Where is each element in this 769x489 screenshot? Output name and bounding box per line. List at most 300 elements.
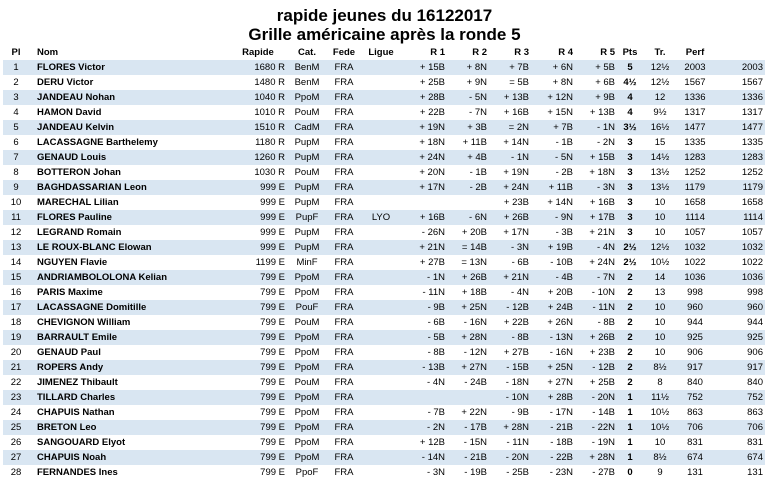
cell-r5: - 10N: [591, 287, 615, 298]
cell-pl: 15: [3, 270, 29, 285]
cell-r4: + 15N: [547, 107, 573, 118]
table-row: [3, 270, 765, 285]
cell-rapide: 1199 E: [255, 257, 285, 268]
cell-r3: = 2N: [489, 120, 531, 135]
cell-pl: 17: [3, 300, 29, 315]
cell-r2: - 21B: [447, 450, 489, 465]
cell-r3: - 10N: [489, 390, 531, 405]
cell-pts: 4: [627, 107, 633, 118]
cell-r3: + 14N: [503, 137, 529, 148]
cell-rapide: 1040 R: [229, 90, 287, 105]
cell-cat: PpoM: [287, 420, 327, 435]
cell-perf2: 1336: [713, 90, 765, 105]
cell-tr: 12½: [643, 240, 677, 255]
cell-fede: FRA: [334, 257, 354, 268]
cell-pl: 4: [13, 107, 19, 118]
cell-tr: 10½: [643, 420, 677, 435]
cell-perf2: 1335: [741, 137, 763, 148]
cell-perf2: 960: [713, 300, 765, 315]
cell-perf2: 131: [747, 467, 763, 478]
cell-pts: 1: [617, 420, 643, 435]
cell-r3: + 23B: [503, 197, 529, 208]
cell-r5: + 17B: [575, 210, 617, 225]
header-r3[interactable]: R 3: [514, 46, 529, 58]
cell-perf2: 925: [713, 330, 765, 345]
cell-r5: + 18N: [589, 167, 615, 178]
cell-r4: - 5N: [531, 150, 575, 165]
cell-rapide: 799 E: [229, 450, 287, 465]
cell-cat: MinF: [296, 257, 318, 268]
cell-r1: + 22B: [419, 107, 445, 118]
cell-r4: + 24B: [531, 300, 575, 315]
cell-nom: CHAPUIS Noah: [29, 450, 229, 465]
cell-fede: FRA: [334, 227, 354, 238]
cell-r5: + 28N: [575, 450, 617, 465]
header-ligue[interactable]: Ligue: [368, 46, 394, 58]
cell-nom: JIMENEZ Thibault: [37, 377, 118, 388]
cell-pts: 3: [627, 167, 633, 178]
cell-rapide: 999 E: [229, 240, 287, 255]
cell-nom: BOTTERON Johan: [37, 167, 121, 178]
cell-perf2: 840: [747, 377, 763, 388]
cell-nom: JANDEAU Nohan: [29, 90, 229, 105]
cell-pl: 7: [3, 150, 29, 165]
cell-perf2: 1057: [741, 227, 763, 238]
cell-r3: - 4N: [511, 287, 529, 298]
cell-pl: 11: [3, 210, 29, 225]
cell-pts: 2: [627, 287, 633, 298]
cell-pl: 3: [3, 90, 29, 105]
cell-r3: - 11N: [506, 437, 529, 448]
table-row: [3, 330, 765, 345]
cell-pts: 5: [617, 60, 643, 75]
cell-nom: FLORES Victor: [29, 60, 229, 75]
cell-r2: - 1B: [469, 167, 487, 178]
cell-r5: - 27B: [592, 467, 615, 478]
cell-pts: 2: [617, 360, 643, 375]
cell-ligue: [361, 180, 401, 195]
standings-table: [3, 44, 765, 480]
cell-r4: - 3B: [555, 227, 573, 238]
cell-r3: + 22B: [503, 317, 529, 328]
cell-pts: 2: [627, 317, 633, 328]
cell-perf2: 831: [747, 437, 763, 448]
cell-pts: 2: [617, 300, 643, 315]
table-row: [3, 195, 765, 210]
cell-fede: FRA: [327, 90, 361, 105]
cell-nom: LACASSAGNE Barthelemy: [37, 137, 158, 148]
cell-r3: - 1N: [489, 150, 531, 165]
cell-nom: PARIS Maxime: [37, 287, 103, 298]
cell-tr: 16½: [643, 120, 677, 135]
cell-tr: 10: [654, 317, 666, 328]
cell-ligue: [361, 225, 401, 240]
cell-rapide: 999 E: [260, 227, 285, 238]
cell-r5: - 2N: [597, 137, 615, 148]
cell-perf: 863: [687, 407, 703, 418]
cell-perf2: 917: [713, 360, 765, 375]
cell-rapide: 999 E: [260, 197, 285, 208]
header-nom[interactable]: Nom: [37, 46, 59, 58]
cell-r4: + 20B: [547, 287, 573, 298]
cell-r1: + 20N: [419, 167, 445, 178]
cell-r4: - 4B: [531, 270, 575, 285]
cell-rapide: 799 E: [260, 437, 285, 448]
cell-perf: 1032: [677, 240, 713, 255]
cell-ligue: [361, 165, 401, 180]
cell-r2: - 19B: [464, 467, 487, 478]
header-rapide[interactable]: Rapide: [242, 46, 274, 58]
cell-r5: - 14B: [592, 407, 615, 418]
cell-nom: GENAUD Paul: [37, 347, 101, 358]
cell-r5: - 20N: [575, 390, 617, 405]
cell-tr: 8½: [643, 360, 677, 375]
cell-r2: - 12N: [463, 347, 487, 358]
cell-r1: - 8B: [427, 347, 445, 358]
cell-perf: 944: [687, 317, 703, 328]
cell-r2: - 17B: [447, 420, 489, 435]
cell-r2: - 5N: [447, 90, 489, 105]
cell-pts: 3: [617, 180, 643, 195]
cell-pts: 3: [617, 150, 643, 165]
cell-cat: PouM: [294, 377, 320, 388]
cell-ligue: [361, 60, 401, 75]
cell-nom: SANGOUARD Elyot: [37, 437, 126, 448]
cell-perf2: 1283: [713, 150, 765, 165]
cell-r1: - 4N: [427, 377, 445, 388]
cell-cat: PpoM: [287, 90, 327, 105]
cell-r4: + 25N: [531, 360, 575, 375]
cell-rapide: 999 E: [229, 180, 287, 195]
table-row: [3, 450, 765, 465]
table-row: [3, 255, 765, 270]
header-r1[interactable]: R 1: [430, 46, 445, 58]
cell-perf: 1283: [677, 150, 713, 165]
cell-perf: 1179: [677, 180, 713, 195]
cell-r4: + 27N: [547, 377, 573, 388]
cell-r1: - 3N: [427, 467, 445, 478]
cell-r4: + 28B: [531, 390, 575, 405]
cell-perf: 131: [687, 467, 703, 478]
cell-r5: + 13B: [589, 107, 615, 118]
cell-r4: + 12N: [531, 90, 575, 105]
cell-r1: - 14N: [401, 450, 447, 465]
cell-r3: - 12B: [489, 300, 531, 315]
table-row: [3, 465, 765, 480]
cell-pl: 28: [10, 467, 22, 478]
cell-cat: PpoM: [287, 360, 327, 375]
cell-fede: FRA: [334, 347, 354, 358]
cell-ligue: [361, 315, 401, 330]
header-tr[interactable]: Tr.: [654, 46, 666, 58]
cell-pts: 2: [617, 330, 643, 345]
cell-r1: [401, 390, 447, 405]
cell-r4: - 16N: [549, 347, 573, 358]
cell-pl: 14: [10, 257, 22, 268]
cell-fede: FRA: [327, 60, 361, 75]
header-cat[interactable]: Cat.: [298, 46, 316, 58]
cell-r5: + 15B: [575, 150, 617, 165]
cell-r5: - 22N: [575, 420, 617, 435]
cell-r2: + 11B: [462, 137, 487, 148]
cell-pl: 6: [13, 137, 19, 148]
cell-r4: + 14N: [547, 197, 573, 208]
cell-perf: 1036: [677, 270, 713, 285]
cell-r4: + 6N: [531, 60, 575, 75]
cell-r2: = 13N: [461, 257, 487, 268]
cell-nom: ROPERS Andy: [29, 360, 229, 375]
cell-r4: - 22B: [531, 450, 575, 465]
cell-pl: 26: [10, 437, 22, 448]
cell-perf: 1658: [684, 197, 706, 208]
cell-r5: - 1N: [575, 120, 617, 135]
cell-r3: - 6B: [511, 257, 529, 268]
cell-r2: + 26B: [447, 270, 489, 285]
cell-pl: 24: [10, 407, 22, 418]
cell-fede: FRA: [334, 167, 354, 178]
header-r4[interactable]: R 4: [558, 46, 573, 58]
cell-r4: - 18B: [550, 437, 573, 448]
cell-perf2: 998: [747, 287, 763, 298]
cell-pts: 3: [627, 227, 633, 238]
cell-cat: PpoM: [287, 270, 327, 285]
cell-fede: FRA: [327, 450, 361, 465]
cell-r3: - 20N: [489, 450, 531, 465]
cell-ligue: [361, 390, 401, 405]
cell-r1: + 12B: [419, 437, 445, 448]
cell-r2: + 27N: [447, 360, 489, 375]
table-row: [3, 150, 765, 165]
cell-r5: - 11N: [575, 300, 617, 315]
cell-nom: TILLARD Charles: [29, 390, 229, 405]
table-body: [3, 60, 765, 480]
cell-r3: + 26B: [489, 210, 531, 225]
cell-perf2: 1179: [713, 180, 765, 195]
cell-fede: FRA: [327, 420, 361, 435]
cell-r3: + 28N: [489, 420, 531, 435]
cell-cat: PouM: [294, 317, 320, 328]
cell-cat: CadM: [287, 120, 327, 135]
cell-perf2: 1567: [741, 77, 763, 88]
cell-r2: + 8N: [447, 60, 489, 75]
cell-rapide: 1260 R: [229, 150, 287, 165]
cell-pts: 3: [627, 197, 633, 208]
cell-nom: LE ROUX-BLANC Elowan: [29, 240, 229, 255]
cell-perf2: 1658: [741, 197, 763, 208]
cell-r3: + 13B: [489, 90, 531, 105]
cell-nom: ANDRIAMBOLOLONA Kelian: [29, 270, 229, 285]
table-row: [3, 90, 765, 105]
cell-tr: 14: [643, 270, 677, 285]
cell-tr: 8: [657, 377, 663, 388]
header-r2[interactable]: R 2: [472, 46, 487, 58]
cell-cat: PupM: [287, 240, 327, 255]
cell-fede: FRA: [334, 377, 354, 388]
header-fede[interactable]: Fede: [332, 46, 356, 58]
cell-r3: - 15B: [489, 360, 531, 375]
cell-r2: - 24B: [464, 377, 487, 388]
cell-r1: - 13B: [401, 360, 447, 375]
cell-rapide: 799 E: [229, 330, 287, 345]
cell-perf: 960: [677, 300, 713, 315]
cell-perf2: 1114: [713, 210, 765, 225]
cell-cat: PouM: [294, 167, 320, 178]
cell-nom: FLORES Pauline: [29, 210, 229, 225]
table-row: [3, 75, 765, 90]
cell-perf: 1336: [677, 90, 713, 105]
header-pl[interactable]: Pl: [11, 46, 21, 58]
cell-r5: - 7N: [575, 270, 617, 285]
cell-r4: - 9N: [531, 210, 575, 225]
cell-nom: DERU Victor: [37, 77, 94, 88]
cell-pl: 19: [3, 330, 29, 345]
cell-r2: - 7N: [469, 107, 487, 118]
cell-r2: + 9N: [466, 77, 487, 88]
cell-pl: 27: [3, 450, 29, 465]
cell-perf2: 1022: [741, 257, 763, 268]
cell-r1: + 18N: [419, 137, 445, 148]
cell-perf2: 674: [713, 450, 765, 465]
cell-nom: MARECHAL Lilian: [37, 197, 119, 208]
cell-rapide: 1680 R: [229, 60, 287, 75]
cell-rapide: 799 E: [229, 360, 287, 375]
table-row: [3, 300, 765, 315]
cell-r5: + 5B: [575, 60, 617, 75]
cell-pts: 3: [627, 137, 633, 148]
cell-perf: 925: [677, 330, 713, 345]
cell-fede: FRA: [327, 300, 361, 315]
cell-fede: FRA: [327, 360, 361, 375]
cell-r4: - 2B: [555, 167, 573, 178]
cell-r1: - 2N: [401, 420, 447, 435]
cell-fede: FRA: [327, 120, 361, 135]
cell-pl: 22: [10, 377, 22, 388]
cell-r4: - 1B: [555, 137, 573, 148]
cell-r2: + 25N: [447, 300, 489, 315]
cell-pts: 2: [627, 377, 633, 388]
cell-tr: 12: [643, 90, 677, 105]
cell-perf: 1057: [684, 227, 706, 238]
cell-r1: + 19N: [401, 120, 447, 135]
cell-perf: 674: [677, 450, 713, 465]
cell-nom: BRETON Leo: [29, 420, 229, 435]
cell-nom: BAGHDASSARIAN Leon: [29, 180, 229, 195]
cell-pl: 1: [3, 60, 29, 75]
cell-cat: PpoM: [294, 287, 320, 298]
cell-pl: 5: [3, 120, 29, 135]
table-row: [3, 435, 765, 450]
cell-tr: 10: [643, 330, 677, 345]
cell-pts: 1: [627, 437, 633, 448]
cell-ligue: [361, 135, 401, 150]
header-r5[interactable]: R 5: [600, 46, 615, 58]
cell-pts: 4½: [623, 77, 637, 88]
cell-r4: - 23N: [549, 467, 573, 478]
cell-r1: + 28B: [401, 90, 447, 105]
cell-r1: + 24N: [401, 150, 447, 165]
cell-pl: 2: [13, 77, 19, 88]
cell-tr: 13½: [643, 180, 677, 195]
header-pts[interactable]: Pts: [622, 46, 638, 58]
cell-r1: + 16B: [401, 210, 447, 225]
cell-tr: 10: [654, 347, 666, 358]
table-row: [3, 180, 765, 195]
cell-r2: [447, 390, 489, 405]
table-row: [3, 420, 765, 435]
cell-tr: 9: [657, 467, 663, 478]
cell-fede: FRA: [327, 210, 361, 225]
table-row: [3, 405, 765, 420]
cell-pl: 13: [3, 240, 29, 255]
cell-fede: FRA: [327, 240, 361, 255]
cell-r3: - 8B: [489, 330, 531, 345]
cell-r4: + 19B: [531, 240, 575, 255]
cell-nom: FERNANDES Ines: [37, 467, 118, 478]
cell-r3: - 18N: [505, 377, 529, 388]
cell-cat: PpoM: [287, 390, 327, 405]
cell-tr: 15: [654, 137, 666, 148]
cell-perf2: 944: [747, 317, 763, 328]
cell-rapide: 799 E: [229, 300, 287, 315]
cell-r4: - 13N: [531, 330, 575, 345]
cell-nom: NGUYEN Flavie: [37, 257, 108, 268]
cell-pts: 3: [617, 210, 643, 225]
cell-rapide: 799 E: [229, 420, 287, 435]
table-row: [3, 375, 765, 390]
header-perf[interactable]: Perf: [685, 46, 705, 58]
cell-perf: 906: [687, 347, 703, 358]
cell-fede: FRA: [334, 317, 354, 328]
cell-perf: 1252: [684, 167, 706, 178]
cell-r3: - 9B: [511, 407, 529, 418]
cell-ligue: [361, 450, 401, 465]
cell-ligue: [361, 90, 401, 105]
cell-r1: - 7B: [427, 407, 445, 418]
cell-r5: - 12B: [575, 360, 617, 375]
cell-perf2: 906: [747, 347, 763, 358]
cell-perf2: 863: [747, 407, 763, 418]
cell-r3: = 5B: [509, 77, 529, 88]
cell-cat: PpoM: [294, 407, 320, 418]
cell-pl: 20: [10, 347, 22, 358]
cell-fede: FRA: [334, 197, 354, 208]
cell-r1: - 1N: [401, 270, 447, 285]
cell-r3: + 16B: [503, 107, 529, 118]
cell-ligue: LYO: [361, 210, 401, 225]
cell-r1: - 9B: [401, 300, 447, 315]
cell-r1: + 15B: [401, 60, 447, 75]
cell-cat: PpoF: [295, 467, 319, 478]
cell-cat: PupF: [287, 210, 327, 225]
cell-tr: 10: [643, 210, 677, 225]
cell-rapide: 1030 R: [254, 167, 285, 178]
cell-rapide: 1510 R: [229, 120, 287, 135]
cell-pl: 16: [10, 287, 22, 298]
cell-pts: 0: [627, 467, 633, 478]
cell-perf2: 706: [713, 420, 765, 435]
cell-r4: - 17N: [549, 407, 573, 418]
cell-pl: 18: [10, 317, 22, 328]
cell-r1: + 17N: [401, 180, 447, 195]
cell-r1: - 5B: [401, 330, 447, 345]
cell-r2: + 18B: [461, 287, 487, 298]
cell-pts: 1: [627, 407, 633, 418]
cell-ligue: [361, 360, 401, 375]
table-row: [3, 285, 765, 300]
cell-rapide: 799 E: [229, 270, 287, 285]
cell-r2: - 16N: [463, 317, 487, 328]
cell-rapide: 799 E: [260, 287, 285, 298]
